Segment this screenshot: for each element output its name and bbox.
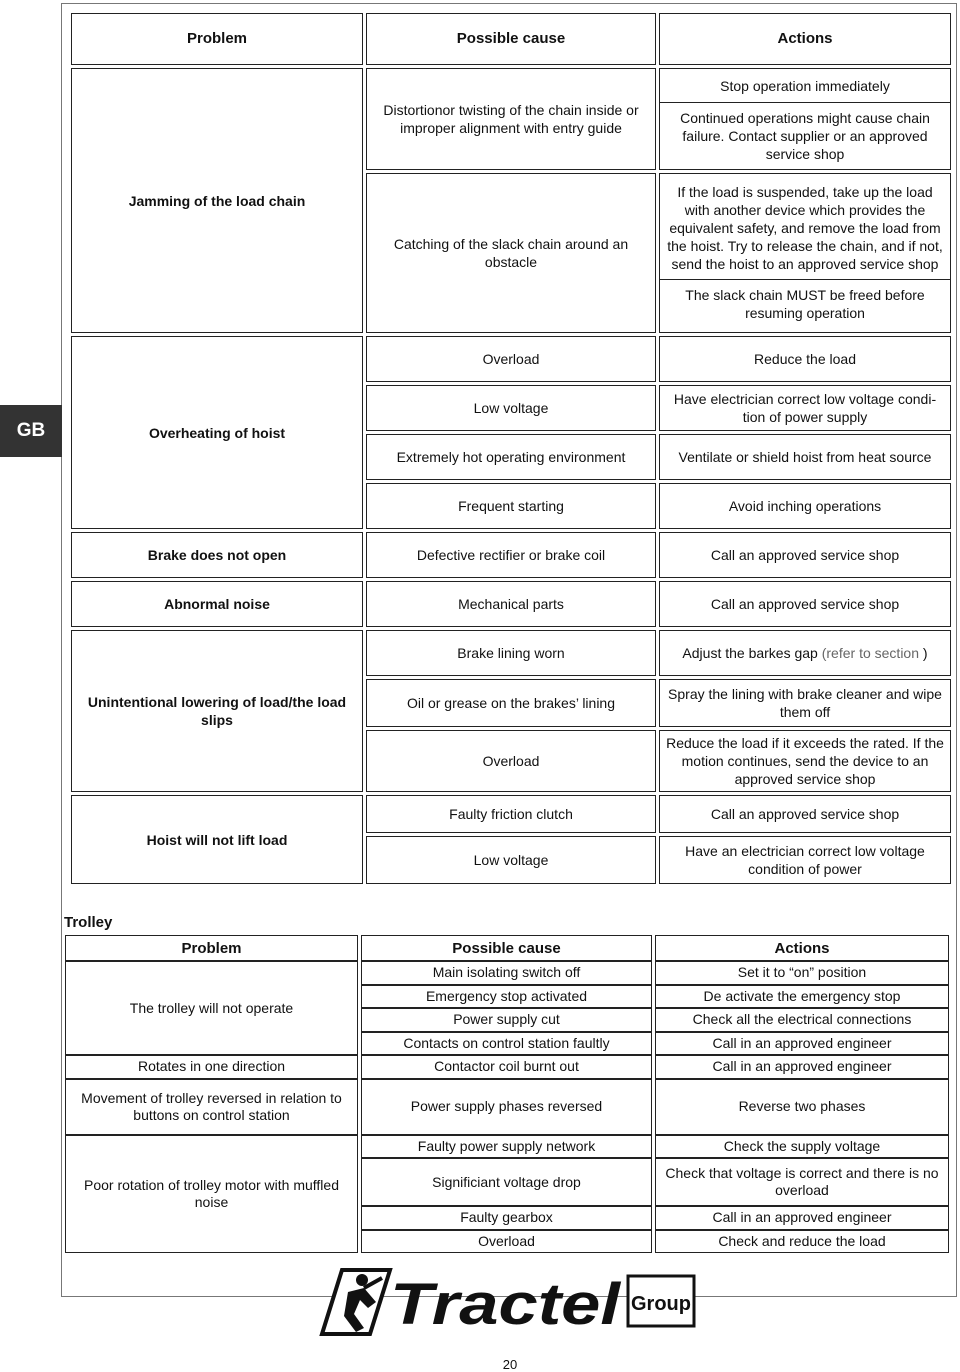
troubleshooting-table — [68, 10, 954, 887]
header-actions: Actions — [659, 13, 951, 65]
action-check-overload: Check that voltage is correct and there is no overload — [655, 1158, 949, 1206]
cause-power-cut: Power supply cut — [361, 1008, 652, 1032]
logo-brand-text: Tractel — [390, 1272, 623, 1337]
action-check-connections: Check all the electrical connections — [655, 1008, 949, 1032]
table-header-row — [71, 13, 951, 65]
action-slack-freed: The slack chain MUST be freed before resuming operation — [685, 287, 925, 321]
problem-brake: Brake does not open — [71, 532, 363, 578]
action-call-engineer: Call in an approved engineer — [655, 1055, 949, 1079]
action-deactivate-stop: De activate the emergency stop — [655, 985, 949, 1009]
trolley-table — [62, 935, 952, 1253]
trolley-header-cause: Possible cause — [361, 935, 652, 961]
problem-lowering: Unintentional lowering of load/the load slips — [71, 630, 363, 792]
action-call-engineer: Call in an approved engineer — [655, 1032, 949, 1056]
problem-jamming: Jamming of the load chain — [71, 68, 363, 333]
action-suspended: If the load is suspended, take up the load with another device which provides the equivalent safety, and remove the load from the hoist. Try to release the chain, and if not, send the hoist to an approved service shop — [660, 178, 950, 280]
cause-lining-worn: Brake lining worn — [366, 630, 656, 676]
section-reference: (refer to section — [821, 645, 919, 661]
cause-low-voltage: Low voltage — [366, 385, 656, 431]
action-adjust-gap — [659, 630, 951, 676]
cause-contacts-faulty: Contacts on control station faultly — [361, 1032, 652, 1056]
cause-isolating-switch: Main isolating switch off — [361, 961, 652, 985]
cause-frequent-starting: Frequent starting — [366, 483, 656, 529]
action-avoid-inching: Avoid inching operations — [659, 483, 951, 529]
cause-oil-grease: Oil or grease on the brakes’ lining — [366, 679, 656, 727]
cause-hot-environment: Extremely hot operating environment — [366, 434, 656, 480]
cause-friction-clutch: Faulty friction clutch — [366, 795, 656, 833]
cause-rectifier: Defective rectifier or brake coil — [366, 532, 656, 578]
problem-noise: Abnormal noise — [71, 581, 363, 627]
problem-trolley-not-operate: The trolley will not operate — [65, 961, 358, 1055]
page-number: 20 — [502, 1357, 518, 1372]
header-problem: Problem — [71, 13, 363, 65]
reference-close: ) — [922, 645, 928, 661]
header-cause: Possible cause — [366, 13, 656, 65]
cause-distortion: Distortionor twisting of the chain inside or improper alignment with entry guide — [366, 68, 656, 170]
cause-supply-network: Faulty power supply network — [361, 1135, 652, 1159]
problem-no-lift: Hoist will not lift load — [71, 795, 363, 884]
cause-slack-chain: Catching of the slack chain around an obstacle — [366, 173, 656, 333]
action-ventilate: Ventilate or shield hoist from heat source — [659, 434, 951, 480]
cause-overload: Overload — [366, 336, 656, 382]
action-call-engineer: Call in an approved engineer — [655, 1206, 949, 1230]
cause-faulty-gearbox: Faulty gearbox — [361, 1206, 652, 1230]
action-call-service: Call an approved service shop — [659, 795, 951, 833]
action-check-voltage: Check the supply voltage — [655, 1135, 949, 1159]
action-electrician-power: Have an electrician correct low voltage condition of power — [659, 836, 951, 884]
action-electrician: Have electrician correct low voltage condi-tion of power supply — [659, 385, 951, 431]
trolley-header-actions: Actions — [655, 935, 949, 961]
action-continued: Continued operations might cause chain failure. Contact supplier or an approved service shop — [680, 110, 930, 162]
cause-phases-reversed: Power supply phases reversed — [361, 1079, 652, 1135]
trolley-heading: Trolley — [64, 914, 113, 931]
logo-group-text: Group — [631, 1293, 691, 1315]
action-call-service: Call an approved service shop — [659, 581, 951, 627]
problem-reversed: Movement of trolley reversed in relation to buttons on control station — [65, 1079, 358, 1135]
cause-emergency-stop: Emergency stop activated — [361, 985, 652, 1009]
logo-figure-icon — [322, 1270, 390, 1334]
language-tab: GB — [0, 405, 62, 457]
cause-voltage-drop: Significiant voltage drop — [361, 1158, 652, 1206]
cause-overload: Overload — [361, 1230, 652, 1254]
problem-poor-rotation: Poor rotation of trolley motor with muffled noise — [65, 1135, 358, 1254]
cause-low-voltage: Low voltage — [366, 836, 656, 884]
action-stop: Stop operation immediately — [660, 69, 950, 103]
action-spray-lining: Spray the lining with brake cleaner and wipe them off — [659, 679, 951, 727]
cause-overload: Overload — [366, 730, 656, 792]
trolley-header-row — [65, 935, 949, 961]
action-reduce-load: Check and reduce the load — [655, 1230, 949, 1254]
cause-mechanical: Mechanical parts — [366, 581, 656, 627]
action-set-on: Set it to “on” position — [655, 961, 949, 985]
action-call-service: Call an approved service shop — [659, 532, 951, 578]
action-reduce-rated: Reduce the load if it exceeds the rated. If the motion continues, send the device to an approved service shop — [659, 730, 951, 792]
problem-one-direction: Rotates in one direction — [65, 1055, 358, 1079]
problem-overheating: Overheating of hoist — [71, 336, 363, 529]
tractel-logo — [318, 1262, 702, 1340]
trolley-header-problem: Problem — [65, 935, 358, 961]
action-reduce-load: Reduce the load — [659, 336, 951, 382]
cause-contactor-coil: Contactor coil burnt out — [361, 1055, 652, 1079]
action-adjust-text: Adjust the barkes gap — [682, 645, 818, 661]
action-reverse-phases: Reverse two phases — [655, 1079, 949, 1135]
